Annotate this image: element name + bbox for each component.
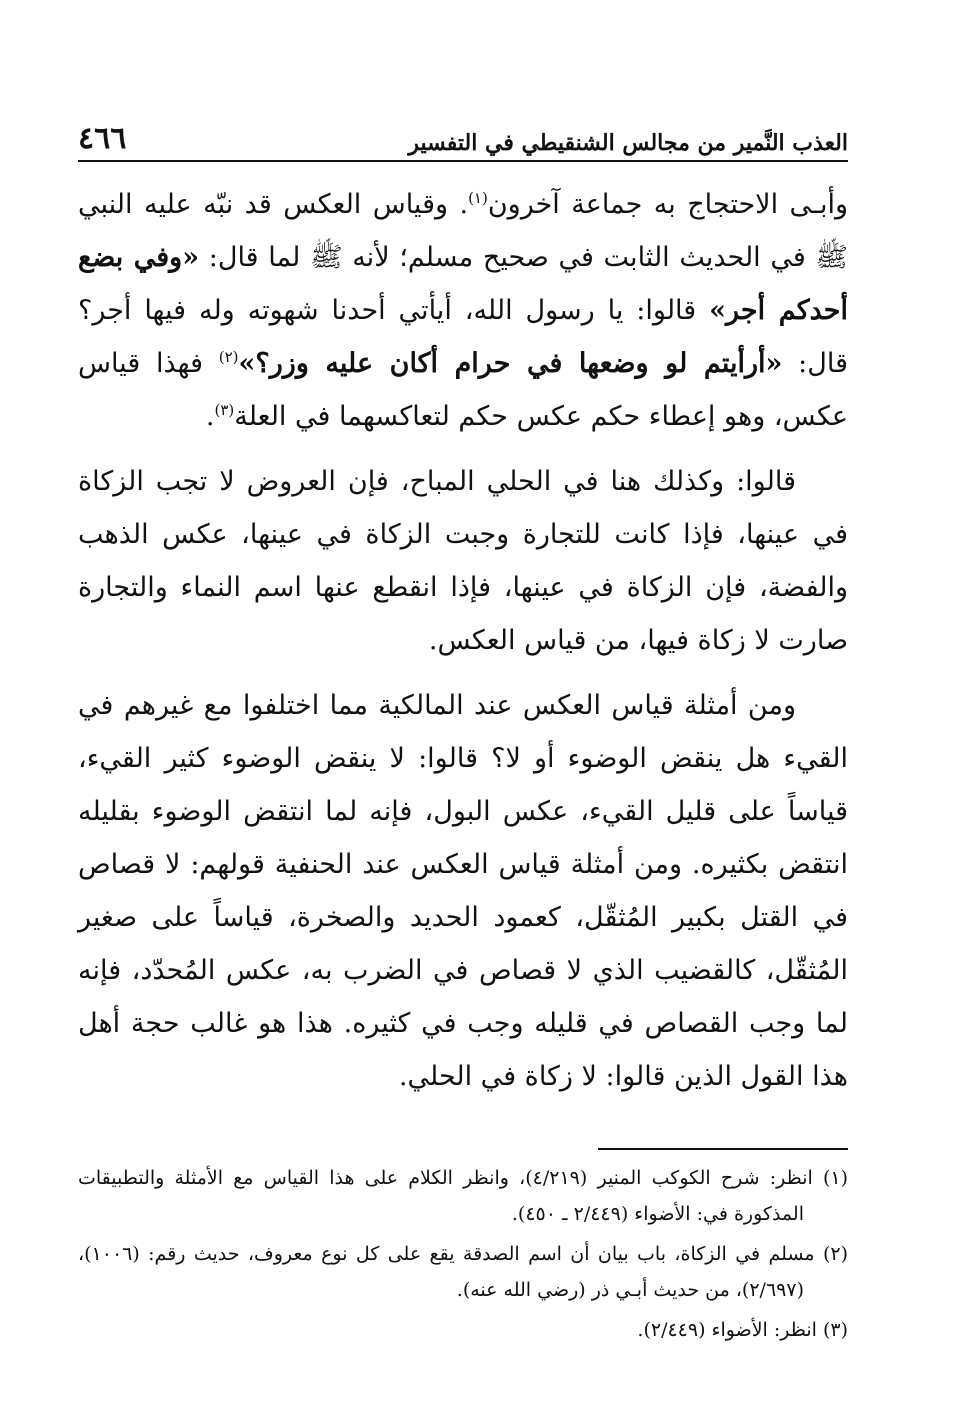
footnote-ref-1: (١) (468, 189, 488, 207)
footnote-ref-2: (٢) (218, 348, 239, 366)
main-text (78, 178, 848, 1115)
p1-text-c: قالوا: يا رسول الله، أيأتي أحدنا شهوته وله فيها أجر؟ قال: (78, 295, 849, 379)
hadith-quote-2: «أرأيتم لو وضعها في حرام أكان عليه وزر؟» (238, 348, 783, 379)
running-title: العذب النَّمير من مجالس الشنقيطي في التفسير (408, 130, 848, 156)
paragraph-3: ومن أمثلة قياس العكس عند المالكية مما اختلفوا مع غيرهم في القيء هل ينقض الوضوء أو لا؟ قالوا: لا ينقض الوضوء كثير القيء، قياساً على قليل القيء، عكس البول، فإنه لما انتقض الوضوء بقليله انتقض بكثيره. ومن أمثلة قياس العكس عند الحنفية قولهم: لا قصاص في القتل بكبير المُثقّل، كعمود الحديد والصخرة، قياساً على صغير المُثقّل، كالقضيب الذي لا قصاص في الضرب به، عكس المُحدّد، فإنه لما وجب القصاص في قليله وجب في كثيره. هذا هو غالب حجة أهل هذا القول الذين قالوا: لا زكاة في الحلي. (78, 690, 848, 1092)
page-header (78, 112, 848, 162)
footnotes (78, 1160, 848, 1352)
paragraph-1 (78, 178, 848, 443)
footnote-3: (٣) انظر: الأضواء (٢/٤٤٩). (637, 1319, 848, 1341)
paragraph-2: قالوا: وكذلك هنا في الحلي المباح، فإن العروض لا تجب الزكاة في عينها، فإذا كانت للتجارة وجبت الزكاة في عينها، عكس الذهب والفضة، فإن الزكاة في عينها، فإذا انقطع عنها اسم النماء والتجارة صارت لا زكاة فيها، من قياس العكس. (78, 466, 848, 656)
footnote-ref-3: (٣) (214, 401, 235, 419)
p1-text-d: فهذا قياس عكس، وهو إعطاء حكم عكس حكم لتعاكسهما في العلة (78, 348, 848, 432)
footnote-separator (598, 1148, 848, 1150)
p1-text-a: وأبـى الاحتجاج به جماعة آخرون (487, 189, 848, 220)
p1-text-b: . وقياس العكس قد نبّه عليه النبي ﷺ في الحديث الثابت في صحيح مسلم؛ لأنه ﷺ لما قال: (78, 189, 848, 273)
page-number: ٤٦٦ (78, 121, 127, 156)
footnote-2: (٢) مسلم في الزكاة، باب بيان أن اسم الصدقة يقع على كل نوع معروف، حديث رقم: (١٠٠٦)، (٢/٦٩٧)، من حديث أبـي ذر (رضي الله عنه). (78, 1243, 848, 1301)
p1-text-e: . (205, 401, 215, 432)
hadith-quote-1: «وفي بضع أحدكم أجر» (78, 242, 848, 326)
footnote-1: (١) انظر: شرح الكوكب المنير (٤/٢١٩)، وانظر الكلام على هذا القياس مع الأمثلة والتطبيقات المذكورة في: الأضواء (٢/٤٤٩ ـ ٤٥٠). (78, 1167, 848, 1225)
